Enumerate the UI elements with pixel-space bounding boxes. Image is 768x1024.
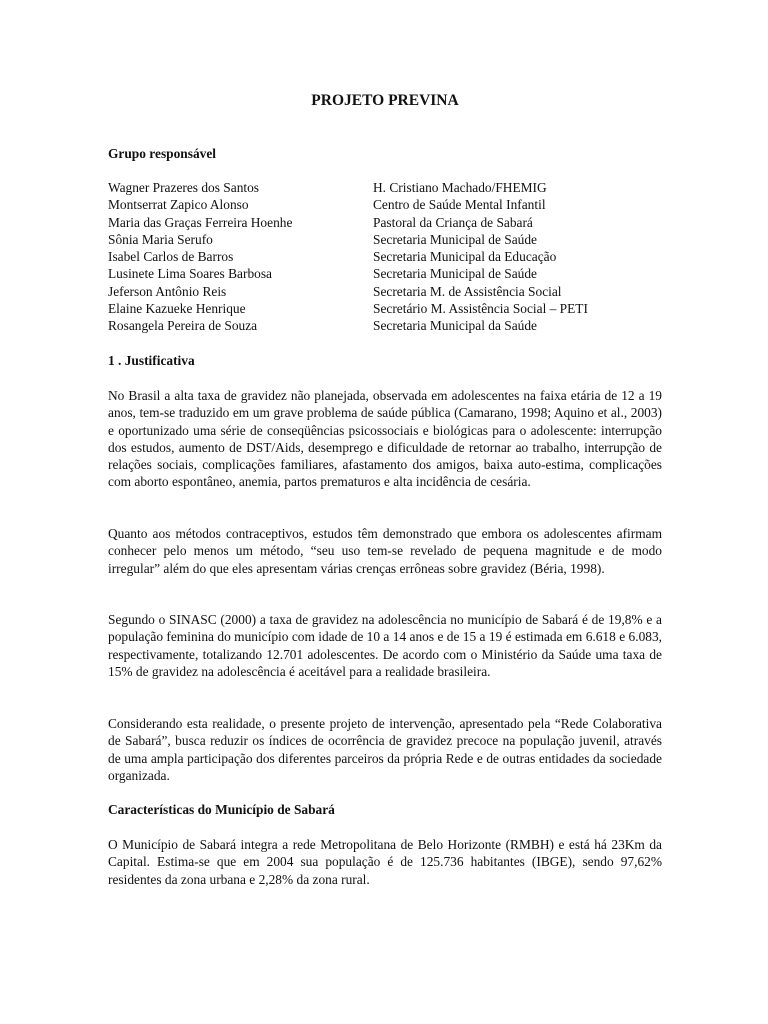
- member-org: Secretário M. Assistência Social – PETI: [373, 301, 588, 317]
- member-org: Pastoral da Criança de Sabará: [373, 214, 533, 230]
- justificativa-paragraph-2: Quanto aos métodos contraceptivos, estudos têm demonstrado que embora os adolescentes afirmam conhecer pelo menos um método, “seu uso tem-se revelado de pequena magnitude e de modo irregular” além do que eles apresentam várias crenças errôneas sobre gravidez (Béria, 1998).: [108, 526, 662, 576]
- member-org: Secretaria M. de Assistência Social: [373, 283, 562, 299]
- group-heading: Grupo responsável: [108, 146, 217, 161]
- member-org: Secretaria Municipal de Saúde: [373, 231, 537, 247]
- member-row: [108, 265, 662, 282]
- member-name: Wagner Prazeres dos Santos: [108, 180, 260, 195]
- member-list: [108, 179, 662, 335]
- member-row: [108, 317, 662, 334]
- member-row: [108, 300, 662, 317]
- member-org: Secretaria Municipal de Saúde: [373, 266, 537, 282]
- member-name: Maria das Graças Ferreira Hoenhe: [108, 214, 293, 230]
- member-row: [108, 231, 662, 248]
- member-row: [108, 248, 662, 265]
- member-org: Centro de Saúde Mental Infantil: [373, 197, 546, 213]
- member-name: Isabel Carlos de Barros: [108, 249, 234, 265]
- member-row: [108, 196, 662, 213]
- member-name: Lusinete Lima Soares Barbosa: [108, 266, 272, 282]
- member-org: Secretaria Municipal da Saúde: [373, 318, 537, 334]
- justificativa-paragraph-3: Segundo o SINASC (2000) a taxa de gravidez na adolescência no município de Sabará é de 19,8% e a população feminina do município com idade de 10 a 14 anos e de 15 a 19 é estimada em 6.618 e 6.083, respectivamente, totalizando 12.701 adolescentes. De acordo com o Ministério da Saúde uma taxa de 15% de gravidez na adolescência é aceitável para a realidade brasileira.: [108, 612, 662, 679]
- member-name: Elaine Kazueke Henrique: [108, 301, 246, 317]
- justificativa-paragraph-1: No Brasil a alta taxa de gravidez não planejada, observada em adolescentes na faixa etária de 12 a 19 anos, tem-se traduzido em um grave problema de saúde pública (Camarano, 1998; Aquino et al., 2003) e oportunizado uma série de conseqüências psicossociais e biológicas para o adolescente: interrupção dos estudos, aumento de DST/Aids, desemprego e dificuldade de retornar ao trabalho, interrupção de relações sociais, complicações familiares, afastamento dos amigos, baixa auto-estima, complicações com aborto espontâneo, anemia, partos prematuros e alta incidência de cesária.: [108, 388, 662, 490]
- member-org: Secretaria Municipal da Educação: [373, 249, 557, 265]
- member-name: Sônia Maria Serufo: [108, 231, 213, 247]
- member-name: Jeferson Antônio Reis: [108, 283, 227, 299]
- member-name: Montserrat Zapico Alonso: [108, 197, 249, 213]
- member-name: Rosangela Pereira de Souza: [108, 318, 258, 334]
- member-row: [108, 179, 662, 196]
- member-row: [108, 214, 662, 231]
- justificativa-heading: 1 . Justificativa: [108, 353, 195, 368]
- member-org: H. Cristiano Machado/FHEMIG: [373, 180, 547, 195]
- municipio-paragraph: O Município de Sabará integra a rede Metropolitana de Belo Horizonte (RMBH) e está há 23Km da Capital. Estima-se que em 2004 sua população é de 125.736 habitantes (IBGE), sendo 97,62% residentes da zona urbana e 2,28% da zona rural.: [108, 837, 662, 887]
- member-row: [108, 283, 662, 300]
- municipio-heading: Características do Município de Sabará: [108, 802, 335, 817]
- justificativa-paragraph-4: Considerando esta realidade, o presente projeto de intervenção, apresentado pela “Rede Colaborativa de Sabará”, busca reduzir os índices de ocorrência de gravidez precoce na população juvenil, através de uma ampla participação dos diferentes parceiros da própria Rede e de outras entidades da sociedade organizada.: [108, 716, 662, 783]
- document-title: PROJETO PREVINA: [311, 92, 459, 109]
